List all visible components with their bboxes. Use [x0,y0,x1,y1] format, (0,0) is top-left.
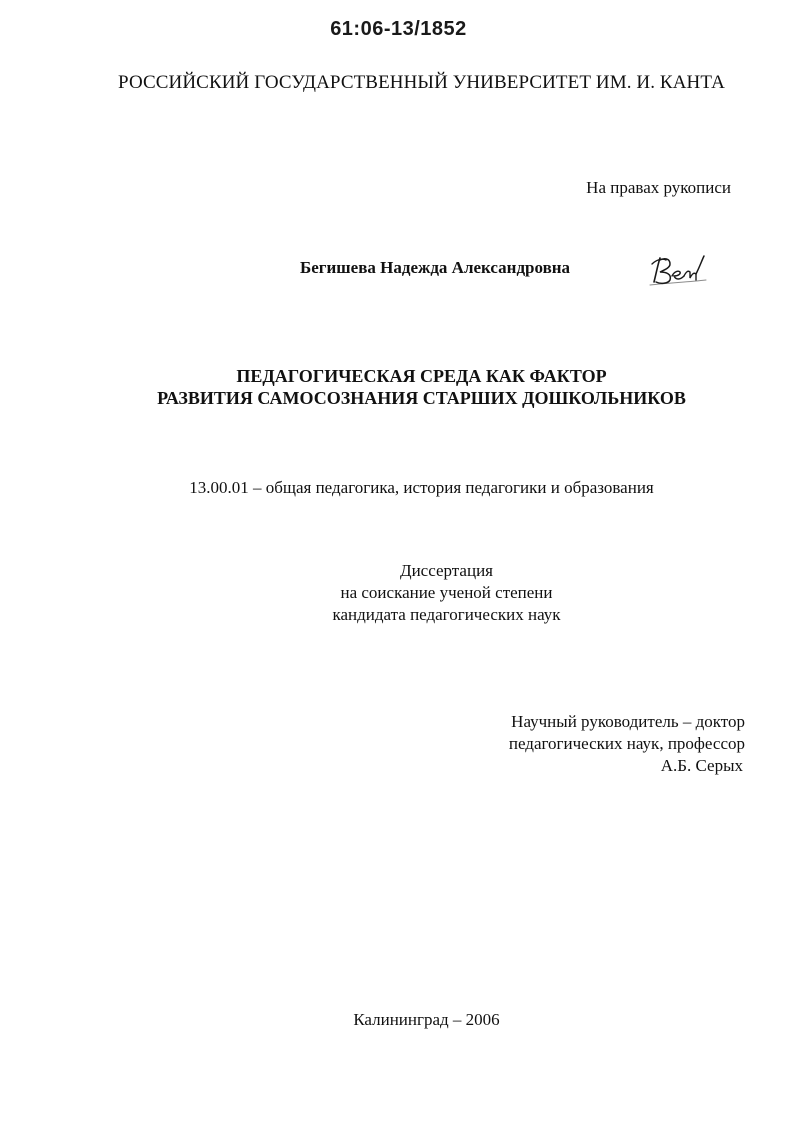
degree-name: кандидата педагогических наук [332,605,561,624]
supervisor-line-1: Научный руководитель – доктор [511,712,745,731]
dissertation-title-line-2: РАЗВИТИЯ САМОСОЗНАНИЯ СТАРШИХ ДОШКОЛЬНИКОВ [157,388,686,408]
supervisor-line-2: педагогических наук, профессор [508,734,745,753]
author-name: Бегишева Надежда Александровна [300,258,571,277]
city-year: Калининград – 2006 [353,1010,500,1029]
dissertation-label: Диссертация [399,561,493,580]
archive-stamp-number: 61:06-13/1852 [330,18,467,40]
dissertation-title-line-1: ПЕДАГОГИЧЕСКАЯ СРЕДА КАК ФАКТОР [236,366,607,386]
specialty-code: 13.00.01 – общая педагогика, история педагогики и образования [189,478,654,497]
supervisor-name: А.Б. Серых [660,756,743,775]
manuscript-rights-note: На правах рукописи [586,178,731,197]
signature-icon [648,252,708,288]
degree-purpose: на соискание ученой степени [340,583,553,602]
university-name: РОССИЙСКИЙ ГОСУДАРСТВЕННЫЙ УНИВЕРСИТЕТ ИМ. И. КАНТА [118,72,725,93]
